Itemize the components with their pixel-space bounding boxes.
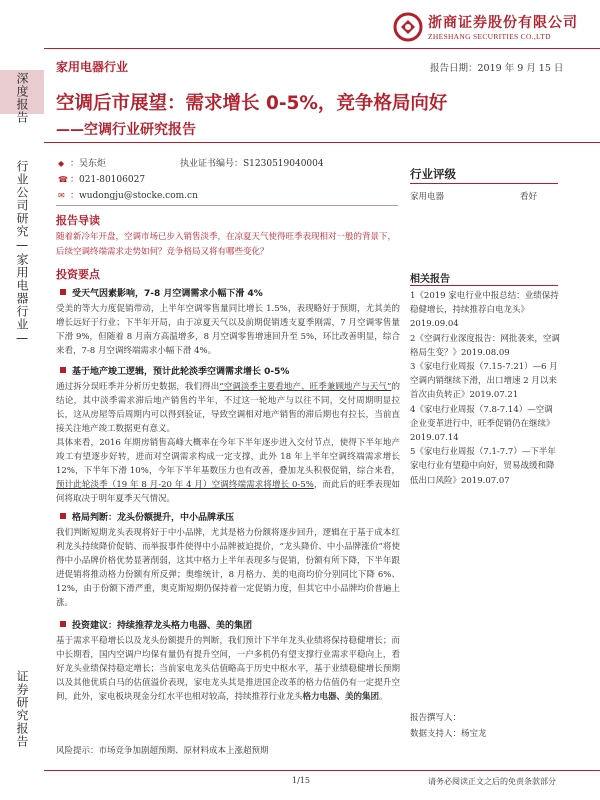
related-divider — [410, 285, 558, 286]
industry-research-label: 行业公司研究—家用电器行业— — [15, 160, 29, 346]
side-analyst — [410, 710, 487, 742]
title-divider — [44, 142, 600, 143]
point-2-text-2: 具体来看，2016 年期房销售高峰大概率在今年下半年逐步进入交付节点，使得下半年地产竣工有望逐步好转，进而对空调需求构成一定支撑，此外 18 年上半年空调终端需求增长 12%，下半年下滑 10%，今年下半年基数压力也有改善，叠加龙头积极促销，综合来看，预计此轮淡季（19 年 8 月-20 年 4 月）空调终端需求将增长 0-5%，而此后的旺季表现如何将取决于明年夏季天气情况。 — [56, 438, 400, 504]
point-3-title: 格局判断：龙头份额提升，中小品牌承压 — [60, 510, 400, 523]
risk-warning: 风险提示：市场竞争加剧超预期、原材料成本上涨超预期 — [56, 746, 269, 756]
company-name-en: ZHESHANG SECURITIES CO.,LTD — [428, 32, 551, 41]
related-list — [410, 289, 560, 488]
point-1-title: 受天气因素影响，7-8 月空调需求小幅下滑 4% — [60, 286, 400, 299]
analyst-block: ◆ ：吴东炬 ☎ ：021-80106027 ✉ ：wudongju@stocke.com.cn — [58, 156, 198, 204]
page-number: 1/15 — [292, 776, 310, 785]
guide-heading: 报告导读 — [56, 214, 100, 227]
bullet-square-icon — [60, 289, 66, 295]
guide-text: 随着新冷年开盘，空调市场已步入销售淡季，在凉夏天气使得旺季表现相对一般的背景下，后续空调终端需求走势如何？竞争格局又将有哪些变化？ — [56, 232, 397, 257]
bullet-square-icon — [60, 513, 66, 519]
phone-icon: ☎ — [58, 175, 68, 184]
point-2-text: 通过拆分误旺季并分析历史数据，我们得出“空调淡季主要看地产、旺季兼顾地产与天气”的结论，其中淡季需求滞后地产销售约半年，不过这一轮地产与以往不同，交付周期明显拉长，这从房屋等后周期内可以得到验证，导致空调相对地产销售的滞后期也有拉长，当前直接关注地产竣工数据更有意义。 — [56, 382, 400, 434]
report-date: 报告日期：2019 年 9 月 15 日 — [430, 63, 564, 74]
page-subtitle: ——空调行业研究报告 — [56, 122, 196, 138]
point-1-text: 受美的等大力度促销带动，上半年空调零售量同比增长 1.5%，表现略好于预期，尤其美的增长远好于行业；下半年开局，由于凉夏天气以及前期促销透支夏季刚需，7 月空调零售量下滑 9%，但随着 8 月南方高温增多，8 月空调零售增速回升至 5%，环比改善明显，综合来看，7-8 月空调终端需求小幅下滑 4%。 — [56, 304, 400, 356]
related-item[interactable]: 2《空调行业深度报告：网批袭来，空调格局生变？》2019.08.09 — [410, 333, 560, 358]
page-title: 空调后市展望：需求增长 0-5%，竞争格局向好 — [56, 93, 448, 114]
footer-disclaimer: 请务必阅读正文之后的免责条款部分 — [428, 777, 556, 786]
bullet-square-icon — [60, 367, 66, 373]
points-heading: 投资要点 — [56, 268, 100, 281]
point-3-text: 我们判断短期龙头表现将好于中小品牌，尤其是格力份额将逐步回升，逻辑在于基于成本红利龙头持续降价促销、而举报事件使得中小品牌被迫提价，“龙头降价、中小品牌涨价”将使得中小品牌价格优势显著削弱，这其中格力上半年表现多与促销，份额有所下降，下半年跟进促销将推动格力份额有所反弹；奥维统计，8 月格力、美的电商均价分别同比下降 6%、12%，由于份额下滑严重，奥克斯短期仍保持着一定促销力度，但其它中小品牌均价普遍上涨。 — [56, 528, 400, 608]
related-heading: 相关报告 — [410, 274, 450, 285]
company-name-cn: 浙商证券股份有限公司 — [428, 15, 578, 31]
point-4-title: 投资建议：持续推荐龙头格力电器、美的集团 — [60, 618, 400, 631]
analyst-cert: 执业证书编号：S1230519040004 — [180, 159, 324, 169]
email-icon: ✉ — [58, 191, 65, 200]
data-support: 数据支持人：杨宝龙 — [410, 729, 487, 739]
rating-sector: 家用电器 — [410, 192, 445, 202]
industry-tag: 家用电器行业 — [56, 60, 129, 74]
recommended-stocks: 格力电器、美的集团 — [302, 692, 380, 702]
analyst-name: 吴东炬 — [79, 159, 107, 169]
related-item[interactable]: 3《家电行业周报（7.15-7.21）—6 月空调内销继续下滑，出口增速 2 月以来首次由负转正》2019.07.21 — [410, 362, 558, 401]
header-divider — [44, 48, 600, 49]
report-writer: 报告撰写人： — [410, 713, 462, 723]
rating-heading: 行业评级 — [410, 167, 456, 181]
footer-divider — [44, 770, 600, 771]
analyst-phone: 021-80106027 — [79, 175, 146, 185]
rating-divider — [410, 183, 558, 184]
analyst-divider — [56, 205, 398, 206]
bullet-square-icon — [60, 621, 66, 627]
point-2-title: 基于地产竣工逻辑，预计此轮淡季空调需求增长 0-5% — [60, 364, 400, 377]
analyst-email[interactable]: wudongju@stocke.com.cn — [79, 191, 198, 201]
securities-research-label: 证券研究报告 — [15, 670, 29, 748]
rating-value: 看好 — [520, 192, 538, 202]
zheshang-logo-icon — [393, 12, 423, 42]
related-item[interactable]: 5《家电行业周报（7.1-7.7）—下半年家电行业有望稳中向好，贸易战缓和降低出口风险》2019.07.07 — [410, 447, 556, 486]
person-icon: ◆ — [58, 159, 65, 168]
related-item[interactable]: 1《2019 家电行业中报总结：业绩保持稳健增长，持续推荐白电龙头》2019.09.04 — [410, 291, 559, 330]
related-item[interactable]: 4《家电行业周报（7.8-7.14）—空调企业变革进行中，旺季促销仍在继续》2019.07.14 — [410, 404, 555, 444]
point-2-quote: “空调淡季主要看地产、旺季兼顾地产与天气” — [219, 382, 392, 392]
depth-report-label: 深度报告 — [15, 72, 29, 124]
point-2-forecast: 预计此轮淡季（19 年 8 月-20 年 4 月）空调终端需求将增长 0-5% — [56, 480, 314, 490]
point-4-text: 基于需求平稳增长以及龙头份额提升的判断，我们预计下半年龙头业绩将保持稳健增长；而中长期看，国内空调户均保有量仍有提升空间，一户多机仍有望支撑行业需求平稳向上，看好龙头业绩保持稳定增长；当前家电龙头估值略高于历史中枢水平，基于业绩稳健增长预期以及其他优质白马的估值溢价表现，家电龙头其是推进国企改革的格力估值仍有一定提升空间，此外，家电板块现金分红水平也相对较高，持续推荐行业龙头格力电器、美的集团。 — [56, 636, 400, 702]
